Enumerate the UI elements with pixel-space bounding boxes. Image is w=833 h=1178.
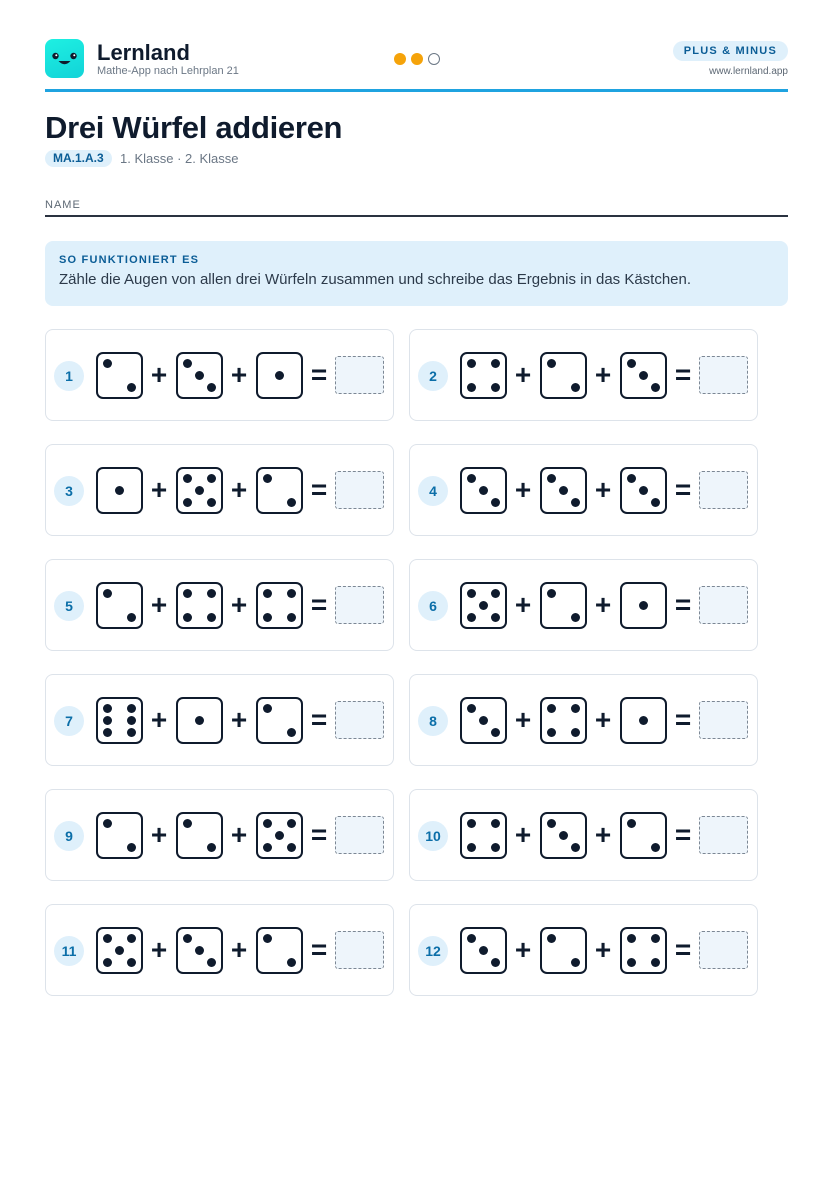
plus-sign: + bbox=[230, 589, 248, 620]
die-pip bbox=[479, 486, 488, 495]
exercise-number: 12 bbox=[418, 936, 448, 966]
die-pip bbox=[547, 474, 556, 483]
die-pip bbox=[571, 383, 580, 392]
answer-box[interactable] bbox=[335, 471, 384, 509]
answer-box[interactable] bbox=[335, 931, 384, 969]
equals-sign: = bbox=[310, 359, 328, 390]
die-pip bbox=[103, 958, 112, 967]
plus-sign: + bbox=[514, 359, 532, 390]
exercise-number: 2 bbox=[418, 361, 448, 391]
exercise-number: 5 bbox=[54, 591, 84, 621]
die-pip bbox=[491, 728, 500, 737]
die-pip bbox=[627, 934, 636, 943]
die-pip bbox=[287, 819, 296, 828]
die-pip bbox=[263, 819, 272, 828]
die-face-2 bbox=[256, 927, 303, 974]
die-pip bbox=[103, 934, 112, 943]
plus-sign: + bbox=[230, 934, 248, 965]
die-pip bbox=[183, 359, 192, 368]
die-pip bbox=[127, 934, 136, 943]
name-label: NAME bbox=[45, 199, 81, 211]
die-face-3 bbox=[460, 927, 507, 974]
difficulty-dot-empty bbox=[428, 53, 440, 65]
exercise-card bbox=[409, 559, 758, 651]
plus-sign: + bbox=[514, 474, 532, 505]
exercise-number: 8 bbox=[418, 706, 448, 736]
die-face-3 bbox=[460, 467, 507, 514]
exercise-card bbox=[409, 329, 758, 421]
die-pip bbox=[547, 589, 556, 598]
die-pip bbox=[275, 831, 284, 840]
exercise-card bbox=[409, 904, 758, 996]
topic-badge: PLUS & MINUS bbox=[673, 41, 788, 61]
die-pip bbox=[127, 728, 136, 737]
die-pip bbox=[287, 498, 296, 507]
die-pip bbox=[491, 843, 500, 852]
die-face-1 bbox=[176, 697, 223, 744]
die-pip bbox=[287, 958, 296, 967]
die-pip bbox=[627, 359, 636, 368]
die-pip bbox=[103, 819, 112, 828]
die-face-1 bbox=[96, 467, 143, 514]
die-face-4 bbox=[620, 927, 667, 974]
difficulty-dot-filled bbox=[394, 53, 406, 65]
equals-sign: = bbox=[674, 589, 692, 620]
die-face-3 bbox=[540, 467, 587, 514]
die-pip bbox=[639, 716, 648, 725]
plus-sign: + bbox=[594, 934, 612, 965]
die-pip bbox=[207, 843, 216, 852]
exercise-card bbox=[45, 789, 394, 881]
brand-name: Lernland bbox=[97, 40, 190, 65]
equals-sign: = bbox=[674, 934, 692, 965]
exercise-card bbox=[45, 904, 394, 996]
die-pip bbox=[183, 613, 192, 622]
exercise-number: 6 bbox=[418, 591, 448, 621]
die-face-3 bbox=[620, 467, 667, 514]
die-pip bbox=[467, 819, 476, 828]
die-face-1 bbox=[256, 352, 303, 399]
die-face-5 bbox=[256, 812, 303, 859]
plus-sign: + bbox=[230, 819, 248, 850]
die-pip bbox=[467, 589, 476, 598]
exercise-card bbox=[45, 559, 394, 651]
die-pip bbox=[627, 819, 636, 828]
exercise-card bbox=[409, 674, 758, 766]
logo-face-icon bbox=[45, 39, 84, 78]
plus-sign: + bbox=[230, 359, 248, 390]
die-pip bbox=[467, 383, 476, 392]
die-pip bbox=[127, 383, 136, 392]
answer-box[interactable] bbox=[699, 356, 748, 394]
die-pip bbox=[263, 704, 272, 713]
exercise-number: 11 bbox=[54, 936, 84, 966]
equals-sign: = bbox=[310, 819, 328, 850]
equals-sign: = bbox=[674, 359, 692, 390]
die-pip bbox=[263, 589, 272, 598]
die-pip bbox=[287, 843, 296, 852]
die-pip bbox=[559, 831, 568, 840]
die-face-4 bbox=[460, 812, 507, 859]
die-pip bbox=[547, 359, 556, 368]
die-face-3 bbox=[176, 352, 223, 399]
exercise-card bbox=[45, 444, 394, 536]
die-face-2 bbox=[256, 467, 303, 514]
die-pip bbox=[491, 498, 500, 507]
die-pip bbox=[263, 843, 272, 852]
answer-box[interactable] bbox=[699, 816, 748, 854]
die-face-4 bbox=[176, 582, 223, 629]
die-pip bbox=[639, 601, 648, 610]
die-pip bbox=[127, 704, 136, 713]
plus-sign: + bbox=[150, 819, 168, 850]
die-pip bbox=[467, 613, 476, 622]
die-pip bbox=[183, 498, 192, 507]
die-pip bbox=[127, 958, 136, 967]
die-pip bbox=[467, 934, 476, 943]
die-pip bbox=[183, 819, 192, 828]
die-pip bbox=[263, 613, 272, 622]
die-pip bbox=[491, 819, 500, 828]
equals-sign: = bbox=[674, 704, 692, 735]
difficulty-indicator bbox=[394, 53, 444, 66]
die-pip bbox=[547, 704, 556, 713]
die-pip bbox=[467, 359, 476, 368]
die-pip bbox=[207, 498, 216, 507]
die-face-2 bbox=[96, 352, 143, 399]
die-face-4 bbox=[256, 582, 303, 629]
die-pip bbox=[195, 946, 204, 955]
plus-sign: + bbox=[150, 704, 168, 735]
plus-sign: + bbox=[514, 589, 532, 620]
plus-sign: + bbox=[594, 589, 612, 620]
die-pip bbox=[491, 359, 500, 368]
die-pip bbox=[103, 589, 112, 598]
exercise-card bbox=[45, 329, 394, 421]
die-pip bbox=[491, 383, 500, 392]
exercise-number: 3 bbox=[54, 476, 84, 506]
die-pip bbox=[491, 958, 500, 967]
die-face-5 bbox=[96, 927, 143, 974]
die-face-2 bbox=[540, 352, 587, 399]
die-face-5 bbox=[460, 582, 507, 629]
name-field[interactable] bbox=[45, 215, 788, 217]
brand-subtitle: Mathe-App nach Lehrplan 21 bbox=[97, 65, 239, 77]
die-pip bbox=[195, 486, 204, 495]
die-face-3 bbox=[540, 812, 587, 859]
die-pip bbox=[651, 383, 660, 392]
die-face-2 bbox=[256, 697, 303, 744]
plus-sign: + bbox=[514, 819, 532, 850]
die-pip bbox=[571, 613, 580, 622]
equals-sign: = bbox=[310, 934, 328, 965]
die-pip bbox=[639, 371, 648, 380]
die-face-2 bbox=[620, 812, 667, 859]
die-pip bbox=[127, 843, 136, 852]
plus-sign: + bbox=[150, 589, 168, 620]
equals-sign: = bbox=[674, 819, 692, 850]
answer-box[interactable] bbox=[335, 586, 384, 624]
die-pip bbox=[287, 728, 296, 737]
plus-sign: + bbox=[230, 474, 248, 505]
die-face-3 bbox=[460, 697, 507, 744]
die-pip bbox=[547, 819, 556, 828]
die-pip bbox=[207, 958, 216, 967]
answer-box[interactable] bbox=[335, 701, 384, 739]
die-pip bbox=[207, 474, 216, 483]
answer-box[interactable] bbox=[699, 471, 748, 509]
die-face-4 bbox=[540, 697, 587, 744]
die-pip bbox=[571, 704, 580, 713]
plus-sign: + bbox=[514, 704, 532, 735]
die-pip bbox=[467, 474, 476, 483]
answer-box[interactable] bbox=[335, 356, 384, 394]
instructions-heading: SO FUNKTIONIERT ES bbox=[59, 254, 200, 266]
exercise-card bbox=[45, 674, 394, 766]
die-pip bbox=[195, 716, 204, 725]
page-header bbox=[45, 39, 788, 79]
die-pip bbox=[103, 704, 112, 713]
die-face-6 bbox=[96, 697, 143, 744]
plus-sign: + bbox=[150, 359, 168, 390]
plus-sign: + bbox=[514, 934, 532, 965]
die-pip bbox=[115, 946, 124, 955]
die-pip bbox=[479, 601, 488, 610]
plus-sign: + bbox=[594, 359, 612, 390]
exercise-number: 9 bbox=[54, 821, 84, 851]
die-pip bbox=[103, 359, 112, 368]
plus-sign: + bbox=[150, 474, 168, 505]
answer-box[interactable] bbox=[699, 931, 748, 969]
die-pip bbox=[479, 716, 488, 725]
die-face-2 bbox=[96, 812, 143, 859]
die-face-1 bbox=[620, 582, 667, 629]
die-pip bbox=[651, 934, 660, 943]
die-pip bbox=[183, 934, 192, 943]
instructions-text: Zähle die Augen von allen drei Würfeln zusammen und schreibe das Ergebnis in das Kästchen. bbox=[59, 271, 692, 288]
die-pip bbox=[207, 589, 216, 598]
plus-sign: + bbox=[594, 474, 612, 505]
die-pip bbox=[571, 728, 580, 737]
die-pip bbox=[479, 946, 488, 955]
exercise-card bbox=[409, 789, 758, 881]
die-face-3 bbox=[620, 352, 667, 399]
die-pip bbox=[491, 589, 500, 598]
die-pip bbox=[127, 613, 136, 622]
equals-sign: = bbox=[310, 704, 328, 735]
website-url[interactable]: www.lernland.app bbox=[709, 66, 788, 77]
equals-sign: = bbox=[310, 474, 328, 505]
instructions-box bbox=[45, 241, 788, 306]
die-pip bbox=[287, 589, 296, 598]
equals-sign: = bbox=[310, 589, 328, 620]
die-pip bbox=[627, 474, 636, 483]
die-pip bbox=[639, 486, 648, 495]
die-pip bbox=[207, 383, 216, 392]
die-face-2 bbox=[540, 927, 587, 974]
die-pip bbox=[559, 486, 568, 495]
answer-box[interactable] bbox=[335, 816, 384, 854]
die-face-2 bbox=[176, 812, 223, 859]
die-pip bbox=[467, 843, 476, 852]
die-face-2 bbox=[96, 582, 143, 629]
die-pip bbox=[491, 613, 500, 622]
die-pip bbox=[115, 486, 124, 495]
die-pip bbox=[195, 371, 204, 380]
exercise-number: 4 bbox=[418, 476, 448, 506]
die-pip bbox=[103, 716, 112, 725]
die-face-2 bbox=[540, 582, 587, 629]
die-pip bbox=[467, 704, 476, 713]
die-pip bbox=[263, 934, 272, 943]
die-face-1 bbox=[620, 697, 667, 744]
die-pip bbox=[207, 613, 216, 622]
exercise-number: 1 bbox=[54, 361, 84, 391]
die-pip bbox=[571, 958, 580, 967]
die-pip bbox=[183, 589, 192, 598]
die-pip bbox=[651, 958, 660, 967]
die-pip bbox=[127, 716, 136, 725]
worksheet-title: Drei Würfel addieren bbox=[45, 110, 343, 145]
die-pip bbox=[287, 613, 296, 622]
difficulty-dot-filled bbox=[411, 53, 423, 65]
header-divider bbox=[45, 89, 788, 92]
app-logo bbox=[45, 39, 84, 78]
equals-sign: = bbox=[674, 474, 692, 505]
die-face-5 bbox=[176, 467, 223, 514]
exercise-number: 10 bbox=[418, 821, 448, 851]
die-pip bbox=[547, 728, 556, 737]
die-pip bbox=[103, 728, 112, 737]
die-pip bbox=[651, 843, 660, 852]
die-pip bbox=[571, 498, 580, 507]
die-face-3 bbox=[176, 927, 223, 974]
grade-levels: 1. Klasse · 2. Klasse bbox=[120, 151, 239, 166]
answer-box[interactable] bbox=[699, 701, 748, 739]
die-pip bbox=[547, 934, 556, 943]
exercise-number: 7 bbox=[54, 706, 84, 736]
die-face-4 bbox=[460, 352, 507, 399]
plus-sign: + bbox=[230, 704, 248, 735]
die-pip bbox=[571, 843, 580, 852]
curriculum-code-badge: MA.1.A.3 bbox=[45, 150, 112, 167]
plus-sign: + bbox=[150, 934, 168, 965]
die-pip bbox=[183, 474, 192, 483]
plus-sign: + bbox=[594, 819, 612, 850]
die-pip bbox=[627, 958, 636, 967]
plus-sign: + bbox=[594, 704, 612, 735]
die-pip bbox=[651, 498, 660, 507]
exercise-card bbox=[409, 444, 758, 536]
die-pip bbox=[275, 371, 284, 380]
die-pip bbox=[263, 474, 272, 483]
answer-box[interactable] bbox=[699, 586, 748, 624]
